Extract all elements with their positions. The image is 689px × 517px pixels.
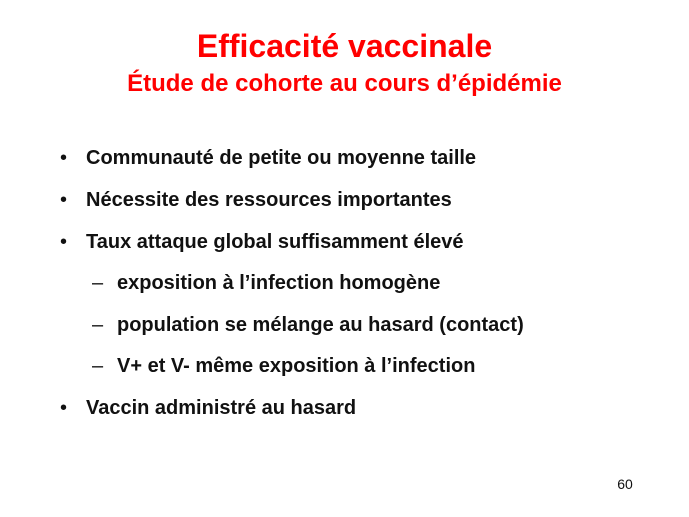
bullet-item: Nécessite des ressources importantes <box>86 189 452 211</box>
dash-icon: – <box>92 355 104 377</box>
sub-item: V+ et V- même exposition à l’infection <box>117 355 476 377</box>
dash-icon: – <box>92 314 104 336</box>
slide-subtitle: Étude de cohorte au cours d’épidémie <box>127 70 562 97</box>
bullet-item: Taux attaque global suffisamment élevé <box>86 231 464 253</box>
bullet-icon: • <box>60 397 68 419</box>
bullet-item: Vaccin administré au hasard <box>86 397 357 419</box>
bullet-icon: • <box>60 231 68 253</box>
page-number: 60 <box>617 476 633 492</box>
bullet-icon: • <box>60 147 68 169</box>
bullet-item: Communauté de petite ou moyenne taille <box>86 147 477 169</box>
bullet-icon: • <box>60 189 68 211</box>
dash-icon: – <box>92 272 104 294</box>
sub-item: population se mélange au hasard (contact) <box>117 314 524 336</box>
slide-title: Efficacité vaccinale <box>196 28 493 64</box>
sub-item: exposition à l’infection homogène <box>117 272 441 294</box>
